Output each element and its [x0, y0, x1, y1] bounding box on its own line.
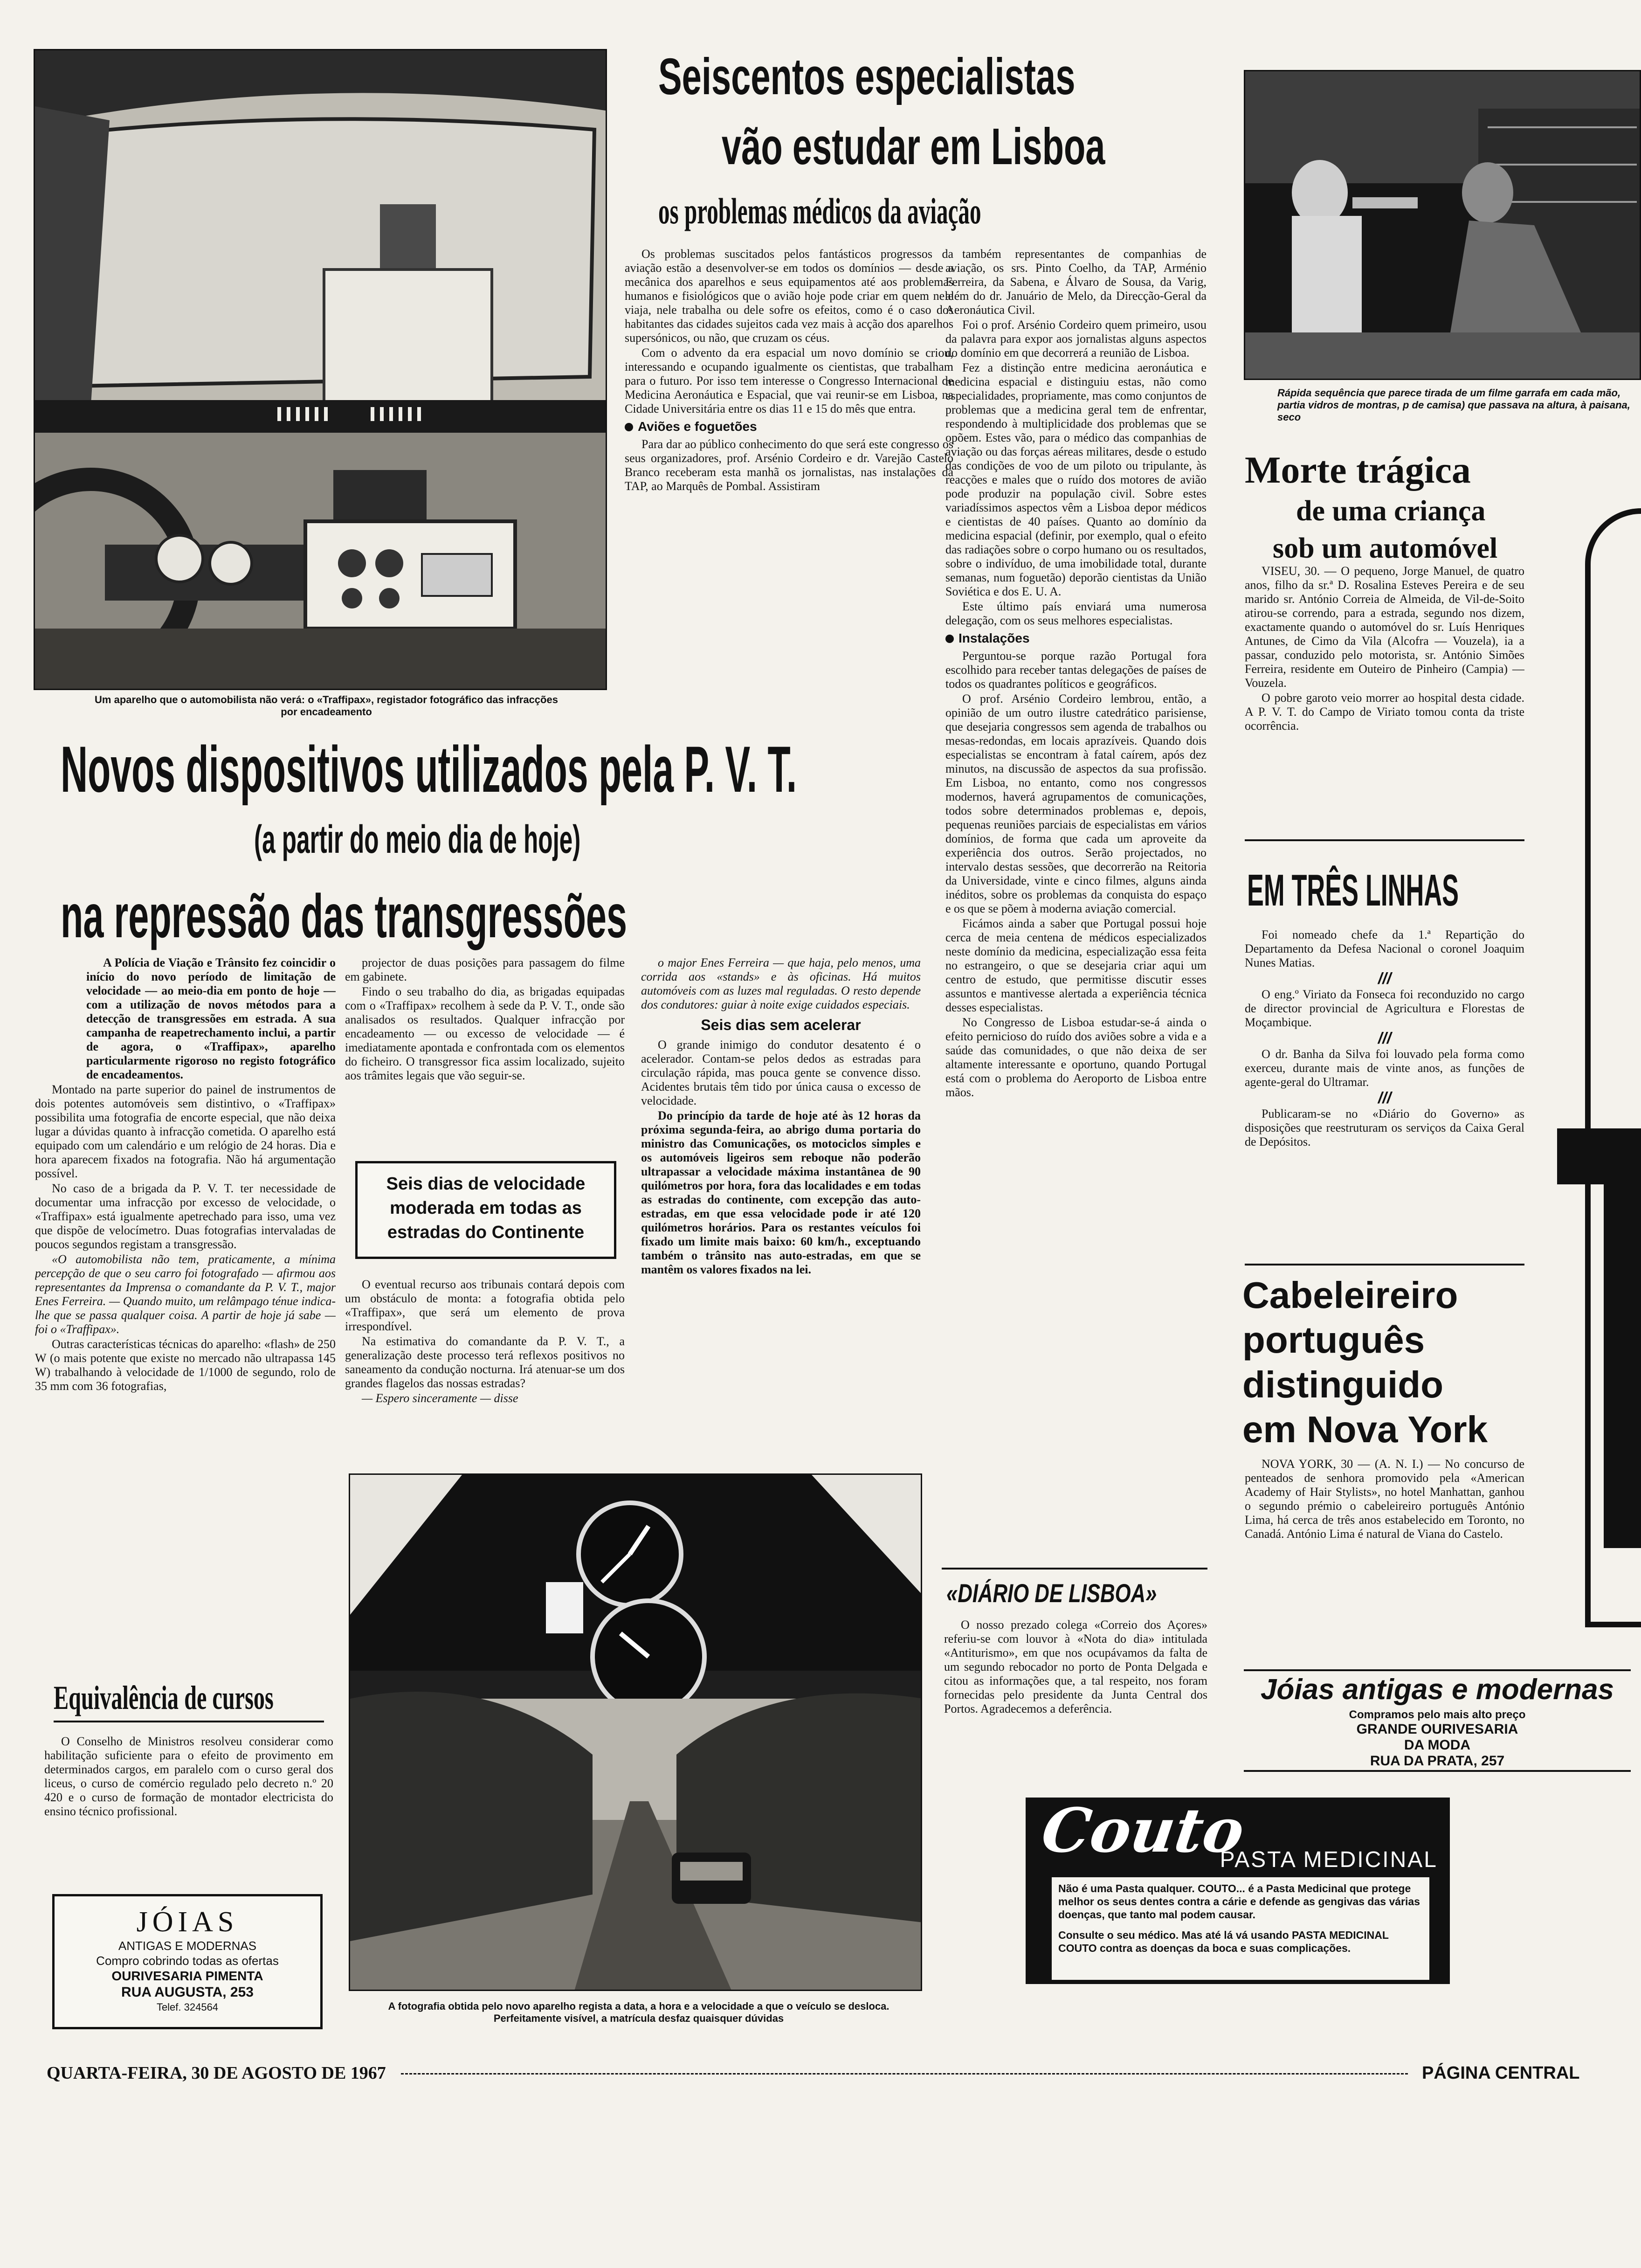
pvt-paragraph: O grande inimigo do condutor desatento é o acelerador. Contam-se pelos dedos as estradas para circulação rápida, mas pouca gente se convence disso. Acidentes brutais têm tido por única causa o excesso de velocidade.	[641, 1038, 921, 1107]
pvt-lead: A Polícia de Viação e Trânsito fez coincidir o início do novo período de limitação de velocidade — ao meio-dia em ponto de hoje — com a utilização de novos métodos para a detecção de transgressões em estrada. A sua campanha de reapetrechamento inclui, a partir de agora, o «Traffipax», aparelho particularmente rigoroso no registo fotográfico de encadeamentos.	[86, 956, 336, 1081]
ad-joias-line: Telef. 324564	[156, 2001, 219, 2013]
tres-linhas-item: O eng.º Viriato da Fonseca foi reconduzido no cargo de director provincial de Agricultura e Florestas de Moçambique.	[1245, 988, 1524, 1029]
ad-ourivesaria-moda	[1244, 1669, 1631, 1772]
medicine-paragraph: Perguntou-se porque razão Portugal fora escolhido para receber tantas delegações de países de todos os quadrantes políticos e geográficos.	[945, 649, 1207, 691]
ad-moda-line: GRANDE OURIVESARIA	[1356, 1722, 1518, 1737]
ad-couto-tagline: PASTA MEDICINAL	[1220, 1847, 1438, 1872]
ad-couto-paragraph: Consulte o seu médico. Mas até lá vá usando PASTA MEDICINAL COUTO contra as doenças da boca e suas complicações.	[1058, 1929, 1389, 1954]
pvt-paragraph: «O automobilista não tem, praticamente, a mínima percepção de que o seu carro foi fotografado — afirmou aos representantes da Imprensa o comandante da P. V. T., major Enes Ferreira. — Quando muito, um relâmpago ténue indica-lhe que se passa qualquer coisa. A partir de hoje já sabe — foi o «Traffipax».	[35, 1252, 336, 1336]
pvt-column-2b	[345, 1278, 625, 1473]
pvt-subheading: Seis dias sem acelerar	[701, 1016, 861, 1033]
pvt-paragraph: Findo o seu trabalho do dia, as brigadas equipadas com o «Traffipax» recolhem à sede da P. V. T., onde são analisados os resultados. Qualquer infracção por encadeamento — ou excesso de velocidade — é imediatamente apontada e confrontada com os elementos do ficheiro. O transgressor fica assim localizado, sujeito aos trâmites legais que vão seguir-se.	[345, 985, 625, 1082]
morte-paragraph: VISEU, 30. — O pequeno, Jorge Manuel, de quatro anos, filho da sr.ª D. Rosalina Esteves Pereira e de seu marido sr. António Correia de Almeida, de Vil-de-Soito atirou-se correndo, para a estrada, segundo nos dizem, exactamente quando o automóvel do sr. Luís Henriques Antunes, de Cimo da Vila (Alcofra — Vouzela), ia a passar, conduzido pelo motorista, sr. António Simões Ferreira, residente em Outeiro de Pinheiro (Campia) — Vouzela.	[1245, 564, 1524, 690]
tres-linhas-separator: ///	[1378, 1089, 1392, 1107]
medicine-paragraph: O prof. Arsénio Cordeiro lembrou, então, a opinião de um outro ilustre catedrático parisiense, que desejaria congressos sem agenda de trabalhos ou mesas-redondas, em locais aprazíveis. Quando dois especialistas se encontram à fatal caírem, após dez minutos, na discussão de aspectos da sua profissão. Em Lisboa, no entanto, como nos congressos modernos, haverá agrupamentos de comunicações, todos sobre determinados problemas e, depois, pequenas reuniões parciais de especialistas em vários domínios, de forma que cada um aproveite da experiência dos outros. Serão projectados, no intervalo destas sessões, que decorrerão na Reitoria da Universidade, vinte e cinco filmes, alguns ainda inéditos, sobre os problemas da conquista do espaço e os que se põem à moderna aviação comercial.	[945, 692, 1207, 915]
ad-moda-line: RUA DA PRATA, 257	[1370, 1753, 1505, 1769]
pvt-paragraph: No caso de a brigada da P. V. T. ter necessidade de documentar uma infracção por excesso de velocidade, o «Traffipax» está igualmente apetrechado para isso, uma vez que dispõe de velocímetro. Duas fotografias intervaladas de poucos segundos registam a transgressão.	[35, 1182, 336, 1251]
cabeleireiro-paragraph: NOVA YORK, 30 — (A. N. I.) — No concurso de penteados de senhora promovido pela «American Academy of Hair Stylists», no hotel Manhattan, ganhou o segundo prémio o cabeleireiro português António Lima, há cerca de três anos estabelecido em Toronto, no Canadá. António Lima é natural de Viana do Castelo.	[1245, 1457, 1524, 1541]
medicine-headline-3: os problemas médicos da aviação	[658, 191, 981, 231]
medicine-column-1	[625, 247, 953, 718]
medicine-headline-1: Seiscentos especialistas	[658, 48, 1076, 105]
pvt-paragraph: Do princípio da tarde de hoje até às 12 horas da próxima segunda-feira, ao abrigo duma portaria do ministro das Comunicações, os motociclos simples e os automóveis ligeiros sem reboque não poderão ultrapassar a velocidade máxima instantânea de 90 quilómetros por hora, fora das localidades e em todas as estradas do continente, com excepção das auto-estradas, em que essa velocidade pode ir até 120 quilómetros horários. Para os restantes veículos foi fixado um limite mais baixo: 60 km/h., exceptuando também o trânsito nas auto-estradas, em que se mantêm os valores fixados na lei.	[641, 1109, 921, 1276]
footer-date: QUARTA-FEIRA, 30 DE AGOSTO DE 1967	[47, 2063, 386, 2083]
pvt-paragraph: projector de duas posições para passagem do filme em gabinete.	[345, 956, 625, 983]
ad-joias-line: OURIVESARIA PIMENTA	[111, 1969, 263, 1983]
ad-moda-line: Compramos pelo mais alto preço	[1349, 1708, 1526, 1721]
pvt-paragraph: O eventual recurso aos tribunais contará depois com um obstáculo de monta: a fotografia obtida pelo «Traffipax», que será um elemento de prova irrespondível.	[345, 1278, 625, 1333]
diario-body	[944, 1618, 1207, 1786]
pvt-highlight-text: Seis dias de velocidade moderada em todas as estradas do Continente	[386, 1174, 586, 1242]
pvt-paragraph: Montado na parte superior do painel de instrumentos de dois potentes automóveis sem distintivo, o «Traffipax» possibilita uma fotografia de encorte especial, que não deixa lugar a dúvidas quanto à infracção cometida. O aparelho está equipado com um calendário e um relógio de 24 horas. Dia e hora aparecem fixados na fotografia. Não há argumentação possível.	[35, 1083, 336, 1180]
pvt-column-2	[345, 956, 625, 1161]
pvt-paragraph: o major Enes Ferreira — que haja, pelo menos, uma corrida aos «stands» e às oficinas. Há muitos automóveis com as luzes mal reguladas. O resto depende dos condutores: guiar à noite exige cuidados especiais.	[641, 956, 921, 1011]
ad-joias-line: ANTIGAS E MODERNAS	[118, 1939, 257, 1953]
ad-joias-pimenta	[52, 1894, 323, 2029]
medicine-paragraph: No Congresso de Lisboa estudar-se-á ainda o efeito pernicioso do ruído dos aviões sobre a vida e a saúde das comunidades, o que não deixa de ser altamente interessante e oportuno, quando Portugal está com o problema do Aeroporto de Lisboa entre mãos.	[945, 1016, 1207, 1099]
medicine-paragraph: Fez a distinção entre medicina aeronáutica e medicina espacial e distinguiu estas, não como especialidades, propriamente, mas como conjuntos de problemas que a medicina geral tem de enfrentar, respondendo à multiplicidade dos problemas que se opõem. Estes vão, para o médico das companhias de aviação ou das forças aéreas militares, desde o estudo das condições de voo de um piloto ou tripulante, às reacções e males que o ruído dos motores de avião pode produzir na população civil. Sobre estes variadíssimos aspectos vêm a Lisboa depor médicos e cientistas de 40 países. Quanto ao domínio da medicina espacial (definir, por exemplo, qual o efeito das radiações sobre o corpo humano ou os resultados, sobre o indivíduo, de uma imobilidade total, durante semanas, num foguetão) deporão cientistas da União Soviética e dos E. U. A.	[945, 361, 1207, 598]
medicine-paragraph: também representantes de companhias de aviação, os srs. Pinto Coelho, da TAP, Arménio Ferreira, da Sabena, e Álvaro de Sousa, da Varig, além do dr. Januário de Melo, da Direcção-Geral da Aeronáutica Civil.	[945, 247, 1207, 317]
tres-linhas-item: O dr. Banha da Silva foi louvado pela forma como exerceu, durante mais de vinte anos, as funções de agente-geral do Ultramar.	[1245, 1047, 1524, 1089]
pvt-paragraph: — Espero sinceramente — disse	[362, 1391, 518, 1405]
bullet-icon	[945, 635, 954, 643]
pvt-headline-3: na repressão das transgressões	[61, 882, 627, 950]
medicine-subheading-instalacoes: Instalações	[945, 630, 1207, 646]
ad-joias-line: RUA AUGUSTA, 253	[121, 1984, 254, 2000]
cabeleireiro-headline-block	[1242, 1273, 1531, 1452]
pvt-paragraph: Na estimativa do comandante da P. V. T., a generalização deste processo terá reflexos positivos no saneamento da condução nocturna. Irá atenuar-se um dos grandes flagelos das nossas estradas?	[345, 1335, 625, 1390]
tres-linhas-title: EM TRÊS LINHAS	[1247, 865, 1459, 915]
pvt-paragraph: Outras características técnicas do aparelho: «flash» de 250 W (o mais potente que existe no mercado não ultrapassa 145 W) trabalhando à velocidade de 1/1000 de segundo, rolo de 35 mm com 36 fotografias,	[35, 1337, 336, 1393]
diario-title-rule-top	[942, 1568, 1207, 1570]
tres-linhas-separator: ///	[1378, 1030, 1392, 1047]
right-edge-ad-bar-top	[1557, 1128, 1641, 1184]
morte-headline-1: Morte trágica	[1245, 449, 1471, 491]
diario-paragraph: O nosso prezado colega «Correio dos Açores» referiu-se com louvor à «Nota do dia» intitulada «Antiturismo», em que nos ocupávamos da falta de um segundo rebocador no porto de Ponta Delgada e citou as informações que, a tal respeito, nos foram fornecidas pelo presidente da Junta Central dos Portos. Agradecemos a deferência.	[944, 1618, 1207, 1715]
pvt-headline-2: (a partir do meio dia de hoje)	[254, 817, 581, 861]
equivalencia-paragraph: O Conselho de Ministros resolveu considerar como habilitação suficiente para o efeito de provimento em determinados cargos, em paralelo com o curso geral dos liceus, o curso de comércio regulado pelo decreto n.º 20 420 e o curso de formação de montador electricista do ensino técnico profissional.	[44, 1735, 333, 1818]
tres-linhas-rule-top	[1245, 839, 1524, 841]
tres-linhas-item: Publicaram-se no «Diário do Governo» as disposições que reestruturam os serviços da Caixa Geral de Depósitos.	[1245, 1107, 1524, 1148]
equivalencia-body	[44, 1735, 333, 1888]
ad-couto	[1026, 1795, 1450, 1984]
tres-linhas-item: Foi nomeado chefe da 1.ª Repartição do Departamento da Defesa Nacional o coronel Joaquim Nunes Matias.	[1245, 928, 1524, 969]
medicine-paragraph: Com o advento da era espacial um novo domínio se criou, interessando e ocupando igualmente os cientistas, que trabalham para o futuro. Por isso tem interesse o Congresso Internacional de Medicina Aeronáutica e Espacial, que vai reunir-se em Lisboa, na Cidade Universitária entre os dias 11 e 15 do mês que entra.	[625, 346, 953, 415]
pvt-headline-1: Novos dispositivos utilizados pela P. V. T.	[61, 733, 797, 806]
ad-joias-title: JÓIAS	[136, 1906, 239, 1938]
equivalencia-title: Equivalência de cursos	[54, 1679, 274, 1716]
traffipax-photo	[34, 49, 607, 690]
diario-title: «DIÁRIO DE LISBOA»	[946, 1578, 1157, 1608]
medicine-paragraph: Foi o prof. Arsénio Cordeiro quem primeiro, usou da palavra para expor aos jornalistas alguns aspectos do domínio em que decorrerá a reunião de Lisboa.	[945, 318, 1207, 360]
cabeleireiro-headline-3: distinguido	[1242, 1364, 1444, 1405]
tres-linhas-body	[1245, 928, 1524, 1296]
traffipax-photo-illustration	[35, 50, 607, 690]
road-speedometer-photo	[349, 1473, 922, 1991]
equivalencia-rule	[54, 1721, 324, 1722]
footer-page: PÁGINA CENTRAL	[1422, 2063, 1580, 2083]
cabeleireiro-headline-1: Cabeleireiro	[1242, 1274, 1458, 1316]
morte-headline-2: de uma criança	[1296, 495, 1486, 527]
cabeleireiro-headline-2: português	[1242, 1319, 1425, 1361]
film-sequence-illustration	[1245, 71, 1641, 380]
cabeleireiro-body	[1245, 1457, 1524, 1625]
bullet-icon	[625, 423, 633, 431]
morte-headline-block	[1245, 448, 1524, 567]
traffipax-photo-caption: Um aparelho que o automobilista não verá: o «Traffipax», registador fotográfico das infracções por encadeamento	[95, 694, 558, 718]
morte-paragraph: O pobre garoto veio morrer ao hospital desta cidade. A P. V. T. do Campo de Viriato tomou conta da triste ocorrência.	[1245, 691, 1524, 733]
road-speedometer-illustration	[350, 1475, 922, 1991]
ad-moda-title: Jóias antigas e modernas	[1260, 1673, 1614, 1706]
footer-rule	[401, 2073, 1408, 2074]
pvt-highlight-box	[355, 1161, 616, 1259]
medicine-headline-2: vão estudar em Lisboa	[722, 118, 1105, 175]
ad-moda-line: DA MODA	[1404, 1737, 1471, 1753]
pvt-column-1	[35, 956, 336, 1697]
medicine-paragraph: Ficámos ainda a saber que Portugal possui hoje cerca de meia centena de médicos especializados neste domínio da medicina, especialização essa feita no estrangeiro, o que se desejaria criar aqui um centro de estudo, que permitisse discutir esses assuntos e mantivesse alertada a experiência técnica desses especialistas.	[945, 917, 1207, 1014]
medicine-paragraph: Este último país enviará uma numerosa delegação, com os seus melhores especialistas.	[945, 600, 1207, 627]
ad-joias-line: Compro cobrindo todas as ofertas	[96, 1954, 279, 1968]
medicine-paragraph: Para dar ao público conhecimento do que será este congresso os seus organizadores, prof. Arsénio Cordeiro e dr. Varejão Castelo Branco receberam esta manhã os jornalistas, nas instalações da TAP, ao Marquês de Pombal. Assistiram	[625, 437, 953, 493]
film-sequence-caption: Rápida sequência que parece tirada de um filme garrafa em cada mão, partia vidros de montras, p de camisa) que passava na altura, à paisana, seco	[1277, 387, 1630, 423]
tres-linhas-separator: ///	[1378, 970, 1392, 988]
ad-couto-brand: Couto	[1037, 1795, 1249, 1866]
medicine-paragraph: Os problemas suscitados pelos fantásticos progressos da aviação estão a desenvolver-se em todos os domínios — desde a mecânica dos aparelhos e seus equipamentos até aos problemas humanos e fisiológicos que o avião hoje pode criar em quem nele viaja, nele trabalha ou dele sofre os efeitos, como é o caso dos habitantes das cidades sujeitos cada vez mais à acção dos aparelhos supersónicos, ou não, que cruzam os céus.	[625, 247, 953, 345]
right-edge-ad-bar	[1604, 1128, 1641, 1548]
morte-headline-3: sob um automóvel	[1273, 532, 1498, 564]
cabeleireiro-headline-4: em Nova York	[1242, 1409, 1488, 1450]
cabeleireiro-rule-top	[1245, 1264, 1524, 1265]
ad-couto-paragraph: Não é uma Pasta qualquer. COUTO... é a Pasta Medicinal que protege melhor os seus dentes contra a cárie e defende as gengivas das várias doenças, que tanto mal podem causar.	[1058, 1882, 1420, 1921]
medicine-subheading-avioes: Aviões e foguetões	[625, 419, 953, 435]
pvt-column-3	[641, 956, 921, 1473]
ad-couto-text-panel	[1052, 1877, 1429, 1980]
medicine-column-2	[945, 247, 1207, 1697]
road-speedometer-caption: A fotografia obtida pelo novo aparelho regista a data, a hora e a velocidade a que o veículo se desloca. Perfeitamente visível, a matrícula desfaz quaisquer dúvidas	[388, 2000, 889, 2024]
film-sequence-photo	[1244, 70, 1641, 380]
morte-body	[1245, 564, 1524, 830]
